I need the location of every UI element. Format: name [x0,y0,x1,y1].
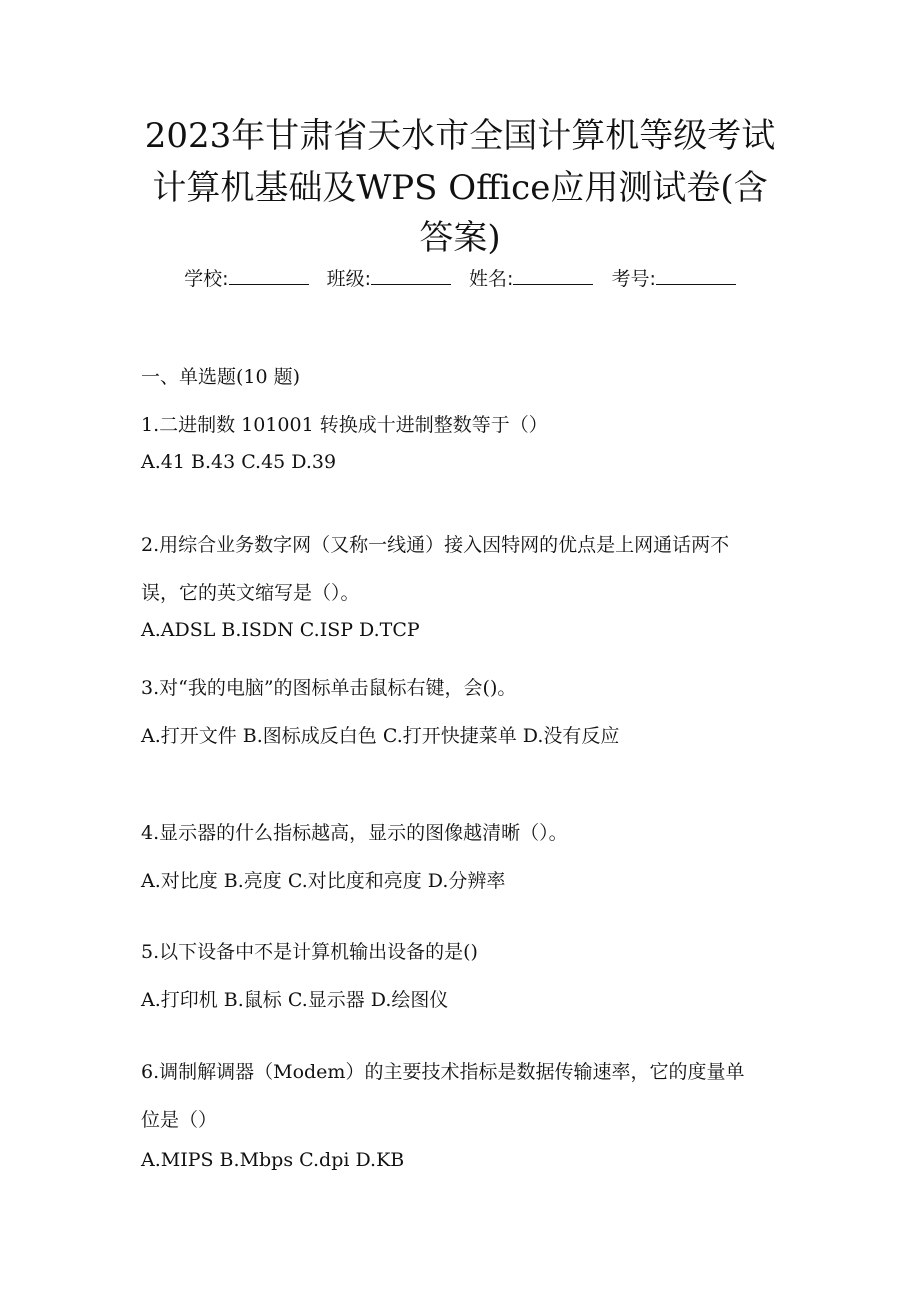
question-2-stem-line-2: 误，它的英文缩写是（）。 [141,582,360,604]
question-3-options: A.打开文件 B.图标成反白色 C.打开快捷菜单 D.没有反应 [141,725,620,747]
name-label: 姓名: [469,268,514,290]
school-field [184,268,308,290]
question-6-options: A.MIPS B.Mbps C.dpi D.KB [141,1149,405,1171]
question-5-stem: 5.以下设备中不是计算机输出设备的是() [141,941,478,963]
class-field [327,268,451,290]
document-title-line-1: 2023年甘肃省天水市全国计算机等级考试 [144,116,776,156]
section-heading: 一、单选题(10 题) [141,366,301,388]
name-blank[interactable] [513,264,593,285]
question-1-stem: 1.二进制数 101001 转换成十进制整数等于（） [141,414,548,436]
question-2-options: A.ADSL B.ISDN C.ISP D.TCP [141,619,420,641]
question-6-stem-line-2: 位是（） [141,1109,218,1131]
document-title-line-3: 答案) [419,218,501,258]
school-blank[interactable] [229,264,309,285]
name-field [469,268,593,290]
exam-number-blank[interactable] [656,264,736,285]
exam-number-field [611,268,735,290]
document-title-line-2: 计算机基础及WPS Office应用测试卷(含 [152,168,768,208]
question-4-stem: 4.显示器的什么指标越高，显示的图像越清晰（）。 [141,822,568,844]
school-label: 学校: [184,268,229,290]
class-label: 班级: [326,268,371,290]
question-3-stem: 3.对“我的电脑”的图标单击鼠标右键，会()。 [141,677,517,699]
question-4-options: A.对比度 B.亮度 C.对比度和亮度 D.分辨率 [141,870,506,892]
exam-number-label: 考号: [611,268,656,290]
question-2-stem-line-1: 2.用综合业务数字网（又称一线通）接入因特网的优点是上网通话两不 [141,534,730,556]
student-info-row [0,262,920,296]
question-5-options: A.打印机 B.鼠标 C.显示器 D.绘图仪 [141,989,449,1011]
class-blank[interactable] [371,264,451,285]
question-1-options: A.41 B.43 C.45 D.39 [141,451,337,473]
question-6-stem-line-1: 6.调制解调器（Modem）的主要技术指标是数据传输速率，它的度量单 [141,1061,745,1083]
